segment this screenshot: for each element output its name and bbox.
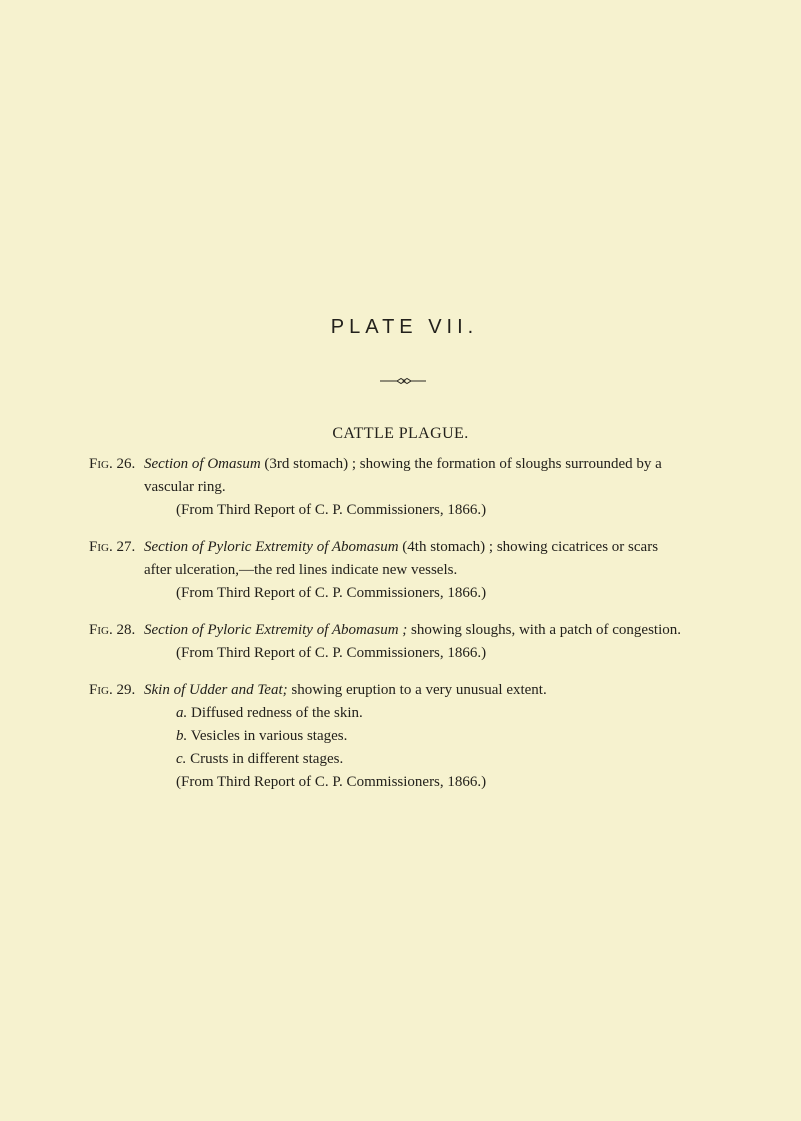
figure-title: Skin of Udder and Teat; <box>144 682 288 698</box>
figure-title: Section of Pyloric Extremity of Abomasum <box>144 539 399 555</box>
figure-description: Section of Pyloric Extremity of Abomasum (4th stomach) ; showing cicatrices or scars <box>144 539 659 555</box>
figure-title: Section of Pyloric Extremity of Abomasum ; <box>144 622 408 638</box>
figure-entry-29 <box>0 679 801 794</box>
figure-source: (From Third Report of C. P. Commissioners, 1866.) <box>176 502 487 518</box>
figure-number: Fig. 29. <box>89 682 136 698</box>
figure-list <box>0 453 801 808</box>
figure-source: (From Third Report of C. P. Commissioners, 1866.) <box>176 645 487 661</box>
figure-number: Fig. 27. <box>89 539 136 555</box>
figure-entry-26 <box>0 453 801 522</box>
figure-subitem-c: c. Crusts in different stages. <box>176 751 344 767</box>
figure-subitem-b: b. Vesicles in various stages. <box>176 728 348 744</box>
figure-number: Fig. 26. <box>89 456 136 472</box>
figure-description: Skin of Udder and Teat; showing eruption to a very unusual extent. <box>144 682 547 698</box>
figure-title: Section of Omasum <box>144 456 261 472</box>
plate-subject: CATTLE PLAGUE. <box>332 425 469 442</box>
figure-number: Fig. 28. <box>89 622 136 638</box>
figure-source: (From Third Report of C. P. Commissioners, 1866.) <box>176 774 487 790</box>
figure-entry-27 <box>0 536 801 605</box>
ornament-divider <box>380 376 426 386</box>
figure-entry-28 <box>0 619 801 665</box>
figure-description: Section of Pyloric Extremity of Abomasum ; showing sloughs, with a patch of congestion. <box>144 622 682 638</box>
figure-description: Section of Omasum (3rd stomach) ; showing the formation of sloughs surrounded by a <box>144 456 662 472</box>
figure-subitem-a: a. Diffused redness of the skin. <box>176 705 363 721</box>
figure-description-continued: after ulceration,—the red lines indicate new vessels. <box>144 562 458 578</box>
plate-title: PLATE VII. <box>330 316 479 338</box>
figure-source: (From Third Report of C. P. Commissioners, 1866.) <box>176 585 487 601</box>
figure-description-continued: vascular ring. <box>144 479 226 495</box>
